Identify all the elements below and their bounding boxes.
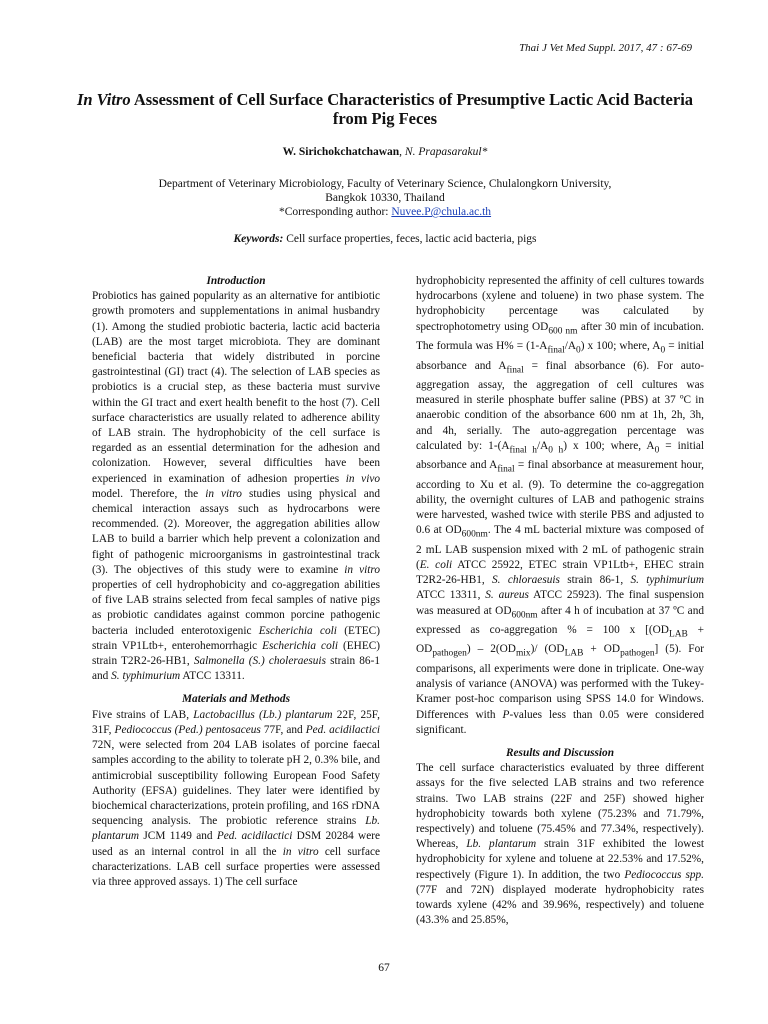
introduction-paragraph: Probiotics has gained popularity as an alternative for antibiotic growth promoters and supplementations in animal husbandry (1). Among the studied probiotic bacteria, lactic acid bacteria (LAB) are the most target microbiota. They are dominant beneficial bacteria that widely distributed in porcine gastrointestinal (GI) tract (4). The selection of LAB species as probiotics is a crucial step, as these bacteria must survive within the GI tract and exert health benefit to the host (7). Cell surface characteristics are usually related to adherence ability of LAB strain. The hydrophobicity of the cell surface is regarded as an essential determination for the adhesion and colonization. However, several difficulties have been experienced in examination of adhesion properties in vivo model. Therefore, the in vitro studies using physical and chemical interaction assays such as hydrocarbons were recommended. (2). Moreover, the aggregation abilities allow LAB to build a barrier which help prevent a colonization and fight of pathogenic microorganisms in gastrointestinal track (3). The objectives of this study were to examine in vitro properties of cell hydrophobicity and co-aggregation abilities of five LAB strains selected from fecal samples of native pigs as probiotic candidates against common porcine pathogenic bacteria included enterotoxigenic Escherichia coli (ETEC) strain VP1Ltb+, enterohemorrhagic Escherichia coli (EHEC) strain T2R2-26-HB1, Salmonella (S.) choleraesuis strain 86-1 and S. typhimurium ATCC 13311. bbox=[92, 290, 381, 683]
affiliation-line-1: Department of Veterinary Microbiology, Faculty of Veterinary Science, Chulalongkorn University, bbox=[158, 178, 612, 190]
keywords-label: Keywords: bbox=[233, 233, 284, 245]
affiliation-line-2: Bangkok 10330, Thailand bbox=[325, 192, 445, 204]
results-paragraph: The cell surface characteristics evaluated by three different assays for the five selected LAB strains and two reference strains. Two LAB strains (22F and 25F) showed higher hydrophobicity towards both xylene (75.23% and 71.79%, respectively) and toluene (75.45% and 77.34%, respectively). Whereas, Lb. plantarum strain 31F exhibited the lowest hydrophobicity for xylene and toluene at 22.53% and 17.52%, respectively (Figure 1). In addition, the two Pediococcus spp. (77F and 72N) displayed moderate hydrophobicity rates towards xylene (42% and 39.96%, respectively) and toluene (43.3% and 25.85%, bbox=[416, 762, 705, 927]
section-heading-results: Results and Discussion bbox=[506, 746, 614, 759]
corresponding-label: *Corresponding author: bbox=[278, 206, 392, 218]
journal-citation: Thai J Vet Med Suppl. 2017, 47 : 67-69 bbox=[519, 42, 692, 54]
methods-paragraph: Five strains of LAB, Lactobacillus (Lb.) plantarum 22F, 25F, 31F, Pediococcus (Ped.) pentosaceus 77F, and Ped. acidilactici 72N, were selected from 204 LAB isolates of porcine faecal samples according to the ability to tolerate pH 2, 0.3% bile, and antimicrobial susceptibility following European Food Safety Authority (EFSA) guidelines. They later were identified by biochemical characterizations, protein profiling, and 16S rDNA sequencing analysis. The probiotic reference strains Lb. plantarum JCM 1149 and Ped. acidilactici DSM 20284 were used as an internal control in all the in vitro cell surface characterizations. LAB cell surface properties were assessed via three approved assays. 1) The cell surface bbox=[92, 708, 380, 888]
author-separator: , bbox=[399, 146, 405, 158]
right-column bbox=[416, 274, 704, 928]
keywords bbox=[70, 233, 700, 245]
title-italic: In Vitro bbox=[76, 90, 131, 109]
methods-paragraph-continued: hydrophobicity represented the affinity of cell cultures towards hydrocarbons (xylene and toluene) in two phase system. The hydrophobicity percentage was calculated by spectrophotometry using $OD_{600 nm}$ after 30 min of incubation. The formula was $H\% = (1-A_{final}/A_0)$ x 100; where, $A_0$ = initial absorbance and $A_{final}$ = final absorbance (6). For auto-aggregation assay, the aggregation of cell cultures was measured in sterile phosphate buffer saline (PBS) at 37 ºC in anaerobic condition of the absorbance 600 nm at 1h, 2h, 3h, and 4h, serially. The auto-aggregation percentage was calculated by: $1-(A_{final h}/A_{0 h})$ x 100; where, $A_0$ = initial absorbance and $A_{final}$ = final absorbance at measurement hour, according to Xu et al. (9). To determine the co-aggregation ability, the overnight cultures of LAB and pathogenic strains were harvested, washed twice with sterile PBS and adjusted to 0.6 at $OD_{600nm}$. The 4 mL bacterial mixture was composed of 2 mL LAB suspension mixed with 2 mL of pathogenic strain (E. coli ATCC 25922, ETEC strain VP1Ltb+, EHEC strain T2R2-26-HB1, S. chloraesuis strain 86-1, S. typhimurium ATCC 13311, S. aureus ATCC 25923). The final suspension was measured at $OD_{600nm}$ after 4 h of incubation at 37 ºC and expressed as co-aggregation % = 100 x [$(OD_{LAB} + OD_{pathogen}) - 2(OD_{mix})/$ $(OD_{LAB} + OD_{pathogen}]$ (5). For comparisons, all experiments were done in triplicate. One-way analysis of variance (ANOVA) was performed with the Tukey-Kramer post-hoc comparison using SPSS 14.0 for Windows. Differences with P-values less than 0.05 were considered significant. bbox=[416, 275, 704, 736]
email-link[interactable]: Nuvee.P@chula.ac.th bbox=[391, 206, 492, 218]
affiliation bbox=[70, 177, 700, 219]
keywords-text: Cell surface properties, feces, lactic acid bacteria, pigs bbox=[283, 233, 537, 245]
left-column bbox=[92, 274, 380, 890]
paper-title bbox=[70, 90, 700, 128]
section-heading-methods: Materials and Methods bbox=[182, 693, 290, 706]
corresponding-author bbox=[70, 205, 700, 219]
author-first: W. Sirichokchatchawan bbox=[282, 146, 400, 158]
title-rest: Assessment of Cell Surface Characteristics of Presumptive Lactic Acid Bacteria from Pig Feces bbox=[133, 90, 694, 128]
section-heading-introduction: Introduction bbox=[206, 275, 266, 287]
author-list bbox=[70, 146, 700, 158]
page-number: 67 bbox=[378, 962, 390, 974]
author-second: N. Prapasarakul* bbox=[404, 146, 488, 158]
